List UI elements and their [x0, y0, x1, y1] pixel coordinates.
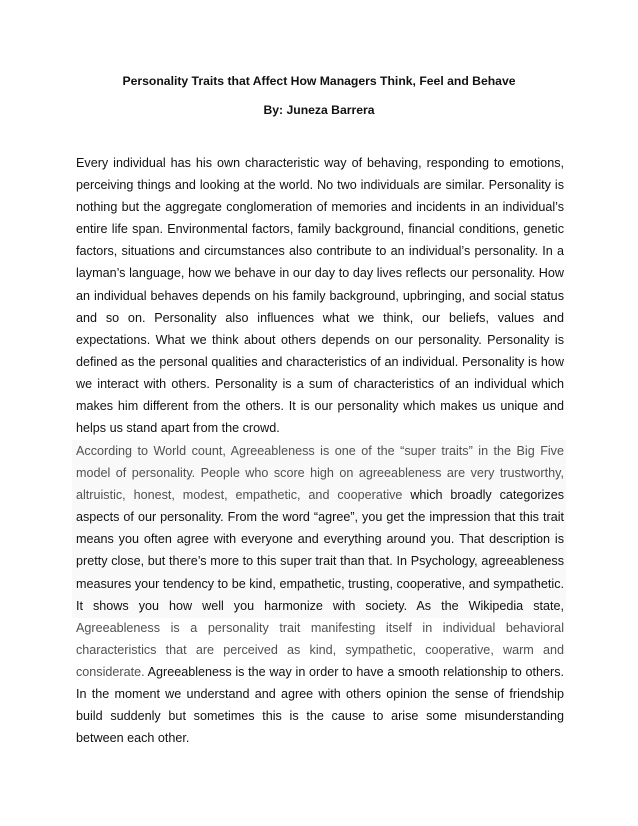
quoted-text-worldcount: According to World count, Agreeableness is one of the “super traits” in the Big Five model of personality. People who score high on agreeableness are very trustworthy, altruistic, honest, modest, empathetic, and cooperative: [76, 444, 564, 503]
document-byline: By: Juneza Barrera: [263, 103, 375, 117]
paragraph-personality-intro: Every individual has his own characteristic way of behaving, responding to emotions, perceiving things and looking at the world. No two individuals are similar. Personality is nothing but the aggregate conglomeration of memories and incidents in an individual’s entire life span. Environmental factors, family background, financial conditions, genetic factors, situations and circumstances also contribute to an individual’s personality. In a layman’s language, how we behave in our day to day lives reflects our personality. How an individual behaves depends on his family background, upbringing, and social status and so on. Personality also influences what we think, our beliefs, values and expectations. What we think about others depends on our personality. Personality is defined as the personal qualities and characteristics of an individual. Personality is how we interact with others. Personality is a sum of characteristics of an individual which makes him different from the others. It is our personality which makes us unique and helps us stand apart from the crowd.: [76, 156, 564, 436]
paragraph-agreeableness: [76, 440, 564, 749]
body-text-agreeableness: which broadly categorizes aspects of our personality. From the word “agree”, you get the impression that this trait means you often agree with everyone and everything around you. That description is pretty close, but there’s more to this super trait than that. In Psychology, agreeableness measures your tendency to be kind, empathetic, trusting, cooperative, and sympathetic. It shows you how well you harmonize with society. As the Wikipedia state,: [76, 488, 564, 613]
quoted-text-wikipedia: Agreeableness is a personality trait manifesting itself in individual behavioral characteristics that are perceived as kind, sympathetic, cooperative, warm and considerate.: [76, 620, 564, 679]
body-text-conclusion: Agreeableness is the way in order to have a smooth relationship to others. In the moment we understand and agree with others opinion the sense of friendship build suddenly but sometimes this is the cause to arise some misunderstanding between each other.: [76, 664, 564, 746]
document-title: Personality Traits that Affect How Managers Think, Feel and Behave: [122, 74, 516, 88]
